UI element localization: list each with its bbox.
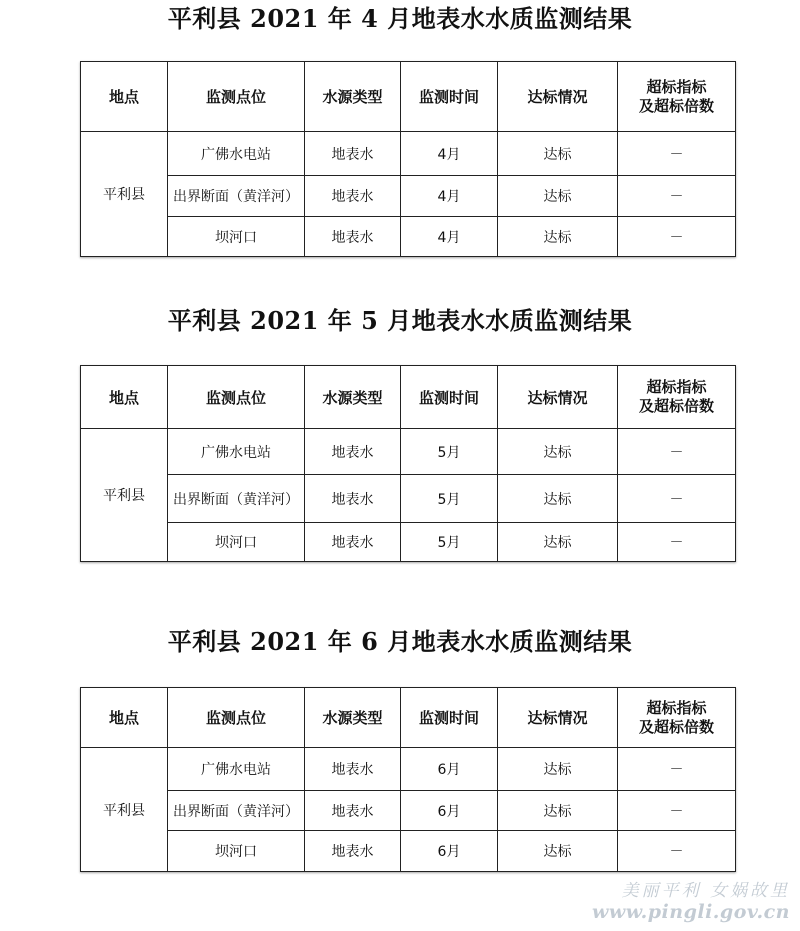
site-cell: 出界断面（黄洋河） [168,791,305,831]
time-cell: 4月 [401,132,498,176]
header-water-type: 水源类型 [305,688,401,748]
header-exceed [618,688,736,748]
site-cell: 坝河口 [168,523,305,562]
time-cell: 5月 [401,523,498,562]
monitoring-table-may [80,365,736,562]
table-row [81,831,736,872]
header-water-type: 水源类型 [305,366,401,429]
status-cell: 达标 [498,176,618,217]
watermark-url: www.pingli.gov.cn [591,901,790,923]
header-location: 地点 [81,366,168,429]
header-status: 达标情况 [498,62,618,132]
header-status: 达标情况 [498,688,618,748]
site-cell: 广佛水电站 [168,429,305,475]
status-cell: 达标 [498,217,618,257]
header-water-type: 水源类型 [305,62,401,132]
section-title-april: 平利县 2021 年 4 月地表水水质监测结果 [167,4,633,33]
header-exceed-line1: 超标指标 [646,77,707,96]
header-time: 监测时间 [401,688,498,748]
header-exceed-line1: 超标指标 [646,378,707,396]
header-exceed [618,62,736,132]
site-cell: 坝河口 [168,217,305,257]
header-time: 监测时间 [401,366,498,429]
exceed-cell: － [618,831,736,872]
table-row [81,429,736,475]
header-time: 监测时间 [401,62,498,132]
exceed-cell: － [618,132,736,176]
header-exceed [618,366,736,429]
exceed-cell: － [618,791,736,831]
water-type-cell: 地表水 [305,132,401,176]
time-cell: 4月 [401,217,498,257]
location-cell: 平利县 [81,748,168,872]
water-type-cell: 地表水 [305,217,401,257]
table-row [81,217,736,257]
header-status: 达标情况 [498,366,618,429]
time-cell: 5月 [401,429,498,475]
site-cell: 广佛水电站 [168,132,305,176]
status-cell: 达标 [498,132,618,176]
table-header-row [81,62,736,132]
table-header-row [81,688,736,748]
section-title-june: 平利县 2021 年 6 月地表水水质监测结果 [167,627,633,656]
water-type-cell: 地表水 [305,176,401,217]
monitoring-table-april [80,61,736,257]
section-title-may: 平利县 2021 年 5 月地表水水质监测结果 [167,306,633,335]
water-type-cell: 地表水 [305,523,401,562]
header-exceed-line2: 及超标倍数 [638,717,714,736]
exceed-cell: － [618,523,736,562]
table-row [81,791,736,831]
watermark-slogan: 美丽平利 女娲故里 [621,881,790,901]
water-type-cell: 地表水 [305,831,401,872]
monitoring-table-june [80,687,736,872]
exceed-cell: － [618,176,736,217]
exceed-cell: － [618,475,736,523]
status-cell: 达标 [498,523,618,562]
status-cell: 达标 [498,429,618,475]
site-cell: 坝河口 [168,831,305,872]
table-row [81,523,736,562]
time-cell: 6月 [401,791,498,831]
water-type-cell: 地表水 [305,429,401,475]
time-cell: 6月 [401,748,498,791]
water-type-cell: 地表水 [305,748,401,791]
location-cell: 平利县 [81,429,168,562]
time-cell: 5月 [401,475,498,523]
site-cell: 出界断面（黄洋河） [168,475,305,523]
header-exceed-line1: 超标指标 [646,698,707,717]
status-cell: 达标 [498,831,618,872]
water-type-cell: 地表水 [305,791,401,831]
table-header-row [81,366,736,429]
table-row [81,475,736,523]
header-location: 地点 [81,688,168,748]
header-site: 监测点位 [168,688,305,748]
table-row [81,748,736,791]
header-exceed-line2: 及超标倍数 [638,397,714,415]
header-site: 监测点位 [168,62,305,132]
time-cell: 4月 [401,176,498,217]
table-row [81,176,736,217]
status-cell: 达标 [498,791,618,831]
site-cell: 广佛水电站 [168,748,305,791]
header-exceed-line2: 及超标倍数 [638,96,714,115]
header-location: 地点 [81,62,168,132]
table-row [81,132,736,176]
site-cell: 出界断面（黄洋河） [168,176,305,217]
location-cell: 平利县 [81,132,168,257]
exceed-cell: － [618,429,736,475]
exceed-cell: － [618,748,736,791]
water-type-cell: 地表水 [305,475,401,523]
exceed-cell: － [618,217,736,257]
status-cell: 达标 [498,748,618,791]
status-cell: 达标 [498,475,618,523]
time-cell: 6月 [401,831,498,872]
site-watermark [592,876,790,923]
header-site: 监测点位 [168,366,305,429]
